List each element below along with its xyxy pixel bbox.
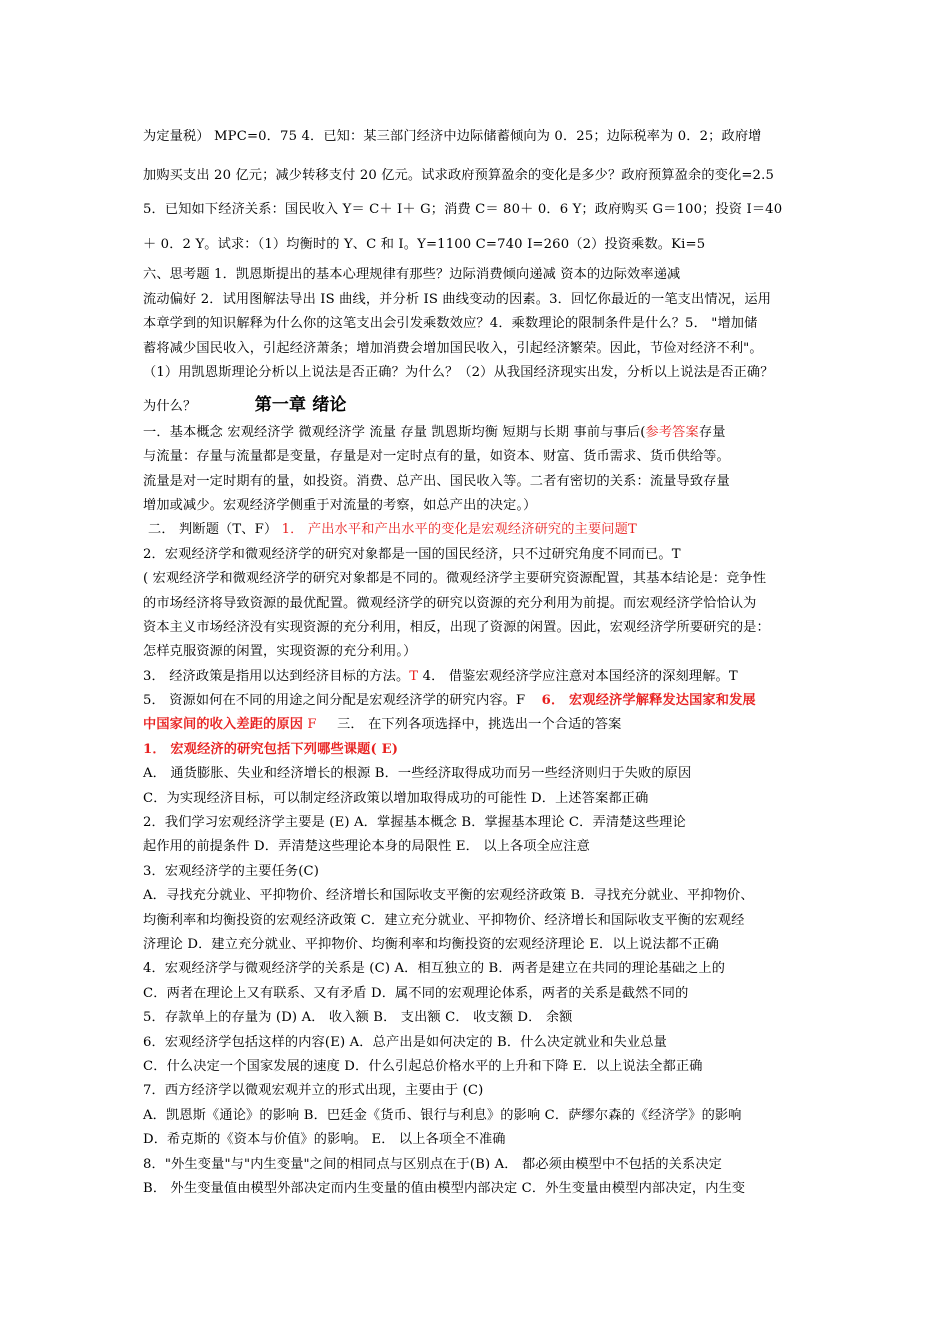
text-line: A．寻找充分就业、平抑物价、经济增长和国际收支平衡的宏观经济政策 B．寻找充分就业、平抑物价、 [143,888,754,903]
answer-mark: T [627,522,637,537]
text-fragment: 为什么？ [143,399,197,414]
text-line: A．凯恩斯《通论》的影响 B．巴廷金《货币、银行与利息》的影响 C．萨缪尔森的《经济学》的影响 [143,1108,742,1123]
text-line: C．两者在理论上又有联系、又有矛盾 D．属不同的宏观理论体系，两者的关系是截然不同的 [143,986,689,1001]
text-line [143,716,823,734]
text-line: ＋ 0．2 Y。试求：（1）均衡时的 Y、C 和 I。Y=1100 C=740 I=260（2）投资乘数。Ki=5 [143,237,706,252]
text-line: D．希克斯的《资本与价值》的影响。 E． 以上各项全不准确 [143,1132,506,1147]
text-line: 流动偏好 2．试用图解法导出 IS 曲线，并分析 IS 曲线变动的因素。3．回忆你最近的一笔支出情况，运用 [143,292,772,307]
text-line: A． 通货膨胀、失业和经济增长的根源 B．一些经济取得成功而另一些经济则归于失败的原因 [143,766,692,781]
text-line: 流量是对一定时期有的量，如投资。消费、总产出、国民收入等。二者有密切的关系：流量导致存量 [143,474,730,489]
question-red-bold: 6． 宏观经济学解释发达国家和发展 [541,693,756,708]
text-line: 5．存款单上的存量为 (D) A． 收入额 B． 支出额 C． 收支额 D． 余额 [143,1010,573,1025]
text-line: 3．宏观经济学的主要任务(C) [143,864,320,879]
text-fragment: 一．基本概念 宏观经济学 微观经济学 流量 存量 凯恩斯均衡 短期与长期 事前与事后( [143,425,646,440]
text-line: 2．宏观经济学和微观经济学的研究对象都是一国的国民经济，只不过研究角度不同而已。T [143,547,681,562]
text-line: C．什么决定一个国家发展的速度 D．什么引起总价格水平的上升和下降 E．以上说法全都正确 [143,1059,703,1074]
question-number-red: 1． 产出水平和产出水平的变化是宏观经济研究的主要问题 [281,522,628,537]
text-line: ( 宏观经济学和微观经济学的研究对象都是不同的。微观经济学主要研究资源配置，其基本结论是：竞争性 [143,571,767,586]
text-line: 2．我们学习宏观经济学主要是 (E) A．掌握基本概念 B．掌握基本理论 C．弄清楚这些理论 [143,815,686,830]
text-fragment: 3． 经济政策是指用以达到经济目标的方法。 [143,669,410,684]
text-line: C．为实现经济目标，可以制定经济政策以增加取得成功的可能性 D．上述答案都正确 [143,791,649,806]
text-fragment: 存量 [698,425,726,440]
text-line [143,668,823,686]
text-line: 济理论 D．建立充分就业、平抑物价、均衡利率和均衡投资的宏观经济理论 E．以上说法都不正确 [143,937,720,952]
text-line: 蓄将减少国民收入，引起经济萧条；增加消费会增加国民收入，引起经济繁荣。因此，节俭对经济不利"。 [143,341,763,356]
question-red-bold: 中国家间的收入差距的原因 [143,717,304,732]
text-line: 怎样克服资源的闲置，实现资源的充分利用。） [143,644,417,659]
text-line: 增加或减少。宏观经济学侧重于对流量的考察，如总产出的决定。） [143,498,537,513]
text-line: （1）用凯恩斯理论分析以上说法是否正确？为什么？（2）从我国经济现实出发，分析以上说法是否正确？ [143,365,774,380]
text-line: 1． 宏观经济的研究包括下列哪些课题( E) [143,742,399,757]
text-fragment: 5． 资源如何在不同的用途之间分配是宏观经济学的研究内容。F [143,693,526,708]
text-line: 为定量税） MPC=0．75 4．已知：某三部门经济中边际储蓄倾向为 0．25；边际税率为 0．2；政府增 [143,129,762,144]
text-line [143,424,823,442]
text-line: 加购买支出 20 亿元；减少转移支付 20 亿元。试求政府预算盈余的变化是多少？政府预算盈余的变化=2.5 [143,168,774,183]
text-line [143,396,823,416]
text-line: B． 外生变量值由模型外部决定而内生变量的值由模型内部决定 C．外生变量由模型内部决定，内生变 [143,1181,746,1196]
text-fragment: 4． 借鉴宏观经济学应注意对本国经济的深刻理解。T [422,669,738,684]
text-line: 6．宏观经济学包括这样的内容(E) A．总产出是如何决定的 B．什么决定就业和失业总量 [143,1035,667,1050]
text-line: 与流量：存量与流量都是变量，存量是对一定时点有的量，如资本、财富、货币需求、货币供给等。 [143,449,730,464]
text-line: 均衡利率和均衡投资的宏观经济政策 C．建立充分就业、平抑物价、经济增长和国际收支平衡的宏观经 [143,913,745,928]
text-line: 5．已知如下经济关系：国民收入 Y＝ C＋ I＋ G；消费 C＝ 80＋ 0．6 Y；政府购买 G＝100；投资 I＝40 [143,202,783,217]
text-line: 资本主义市场经济没有实现资源的充分利用，相反，出现了资源的闲置。因此，宏观经济学所要研究的是： [143,620,770,635]
text-line: 7．西方经济学以微观宏观并立的形式出现，主要由于 (C) [143,1083,484,1098]
text-line: 的市场经济将导致资源的最优配置。微观经济学的研究以资源的充分利用为前提。而宏观经济学恰恰认为 [143,596,757,611]
text-line [143,692,823,710]
answer-mark: F [307,717,317,732]
text-line: 起作用的前提条件 D．弄清楚这些理论本身的局限性 E． 以上各项全应注意 [143,839,590,854]
section-heading: 三． 在下列各项选择中，挑选出一个合适的答案 [337,717,622,732]
text-line: 本章学到的知识解释为什么你的这笔支出会引发乘数效应？4．乘数理论的限制条件是什么？5． "增加储 [143,316,758,331]
reference-answer-label: 参考答案 [645,425,699,440]
chapter-title: 第一章 绪论 [254,395,347,415]
answer-mark: T [409,669,419,684]
text-line: 8．"外生变量"与"内生变量"之间的相同点与区别点在于(B) A． 都必须由模型中不包括的关系决定 [143,1157,723,1172]
text-line: 六、思考题 1．凯恩斯提出的基本心理规律有那些？边际消费倾向递减 资本的边际效率递减 [143,267,681,282]
text-fragment: 二． 判断题（T、F） [148,522,278,537]
text-line: 4．宏观经济学与微观经济学的关系是 (C) A．相互独立的 B．两者是建立在共同的理论基础之上的 [143,961,726,976]
text-line [148,521,828,539]
